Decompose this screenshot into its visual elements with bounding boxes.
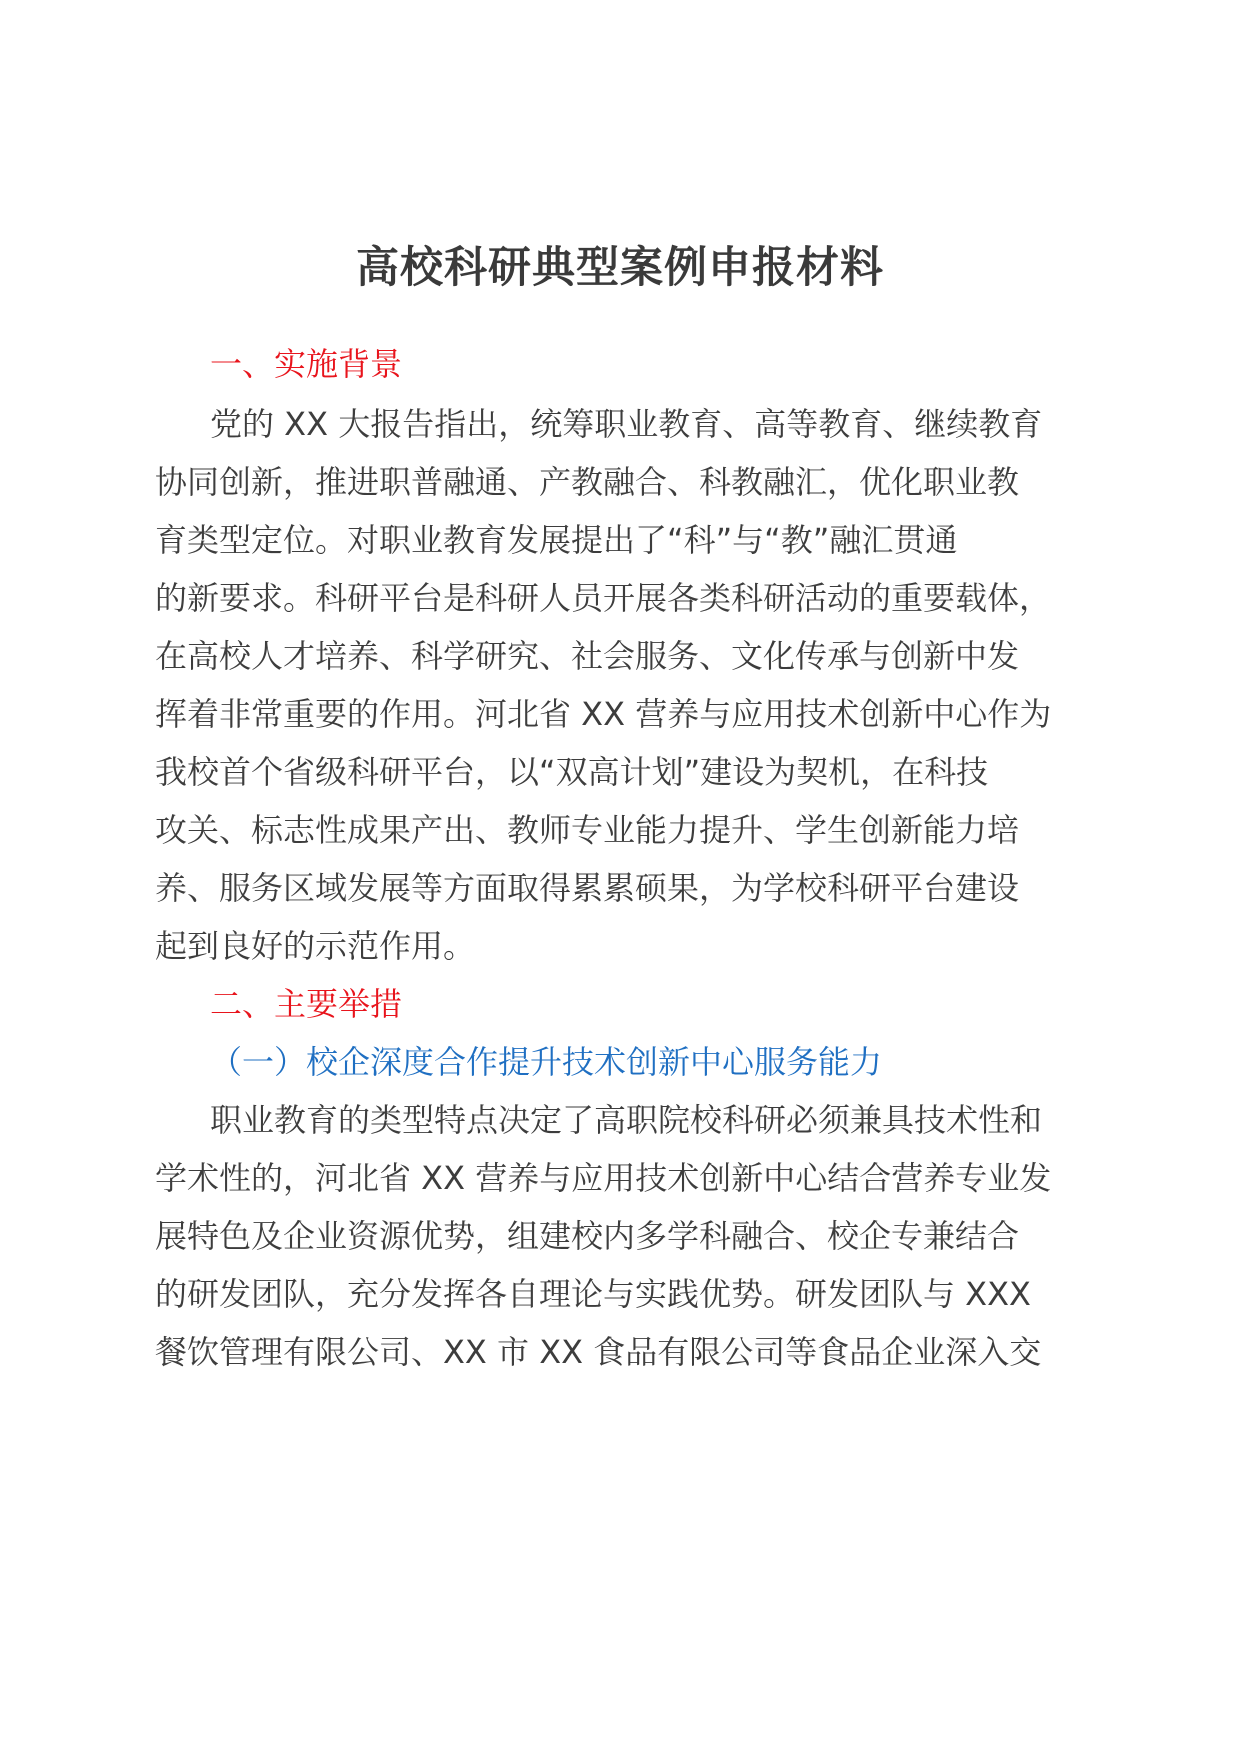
paragraph-line: 挥着非常重要的作用。河北省 XX 营养与应用技术创新中心作为 [155,695,1052,733]
paragraph-line: 党的 XX 大报告指出，统筹职业教育、高等教育、继续教育 [210,405,1043,443]
paragraph-line: 展特色及企业资源优势，组建校内多学科融合、校企专兼结合 [155,1217,1020,1255]
paragraph-line: 育类型定位。对职业教育发展提出了“科”与“教”融汇贯通 [155,521,958,559]
section-heading-background: 一、实施背景 [210,345,403,383]
paragraph-line: 餐饮管理有限公司、XX 市 XX 食品有限公司等食品企业深入交 [155,1333,1042,1371]
paragraph-line: 职业教育的类型特点决定了高职院校科研必须兼具技术性和 [210,1101,1043,1139]
paragraph-line: 攻关、标志性成果产出、教师专业能力提升、学生创新能力培 [155,811,1020,849]
document-title: 高校科研典型案例申报材料 [356,243,884,293]
paragraph-line: 学术性的，河北省 XX 营养与应用技术创新中心结合营养专业发 [155,1159,1052,1197]
paragraph-line: 在高校人才培养、科学研究、社会服务、文化传承与创新中发 [155,637,1020,675]
paragraph-line: 起到良好的示范作用。 [155,927,476,965]
paragraph-line: 我校首个省级科研平台，以“双高计划”建设为契机，在科技 [155,753,989,791]
paragraph-line: 的研发团队，充分发挥各自理论与实践优势。研发团队与 XXX [155,1275,1031,1313]
subsection-heading: （一）校企深度合作提升技术创新中心服务能力 [210,1043,883,1081]
paragraph-line: 协同创新，推进职普融通、产教融合、科教融汇，优化职业教 [155,463,1020,501]
section-heading-measures: 二、主要举措 [210,985,403,1023]
paragraph-line: 养、服务区域发展等方面取得累累硕果，为学校科研平台建设 [155,869,1020,907]
paragraph-line: 的新要求。科研平台是科研人员开展各类科研活动的重要载体， [155,579,1052,617]
